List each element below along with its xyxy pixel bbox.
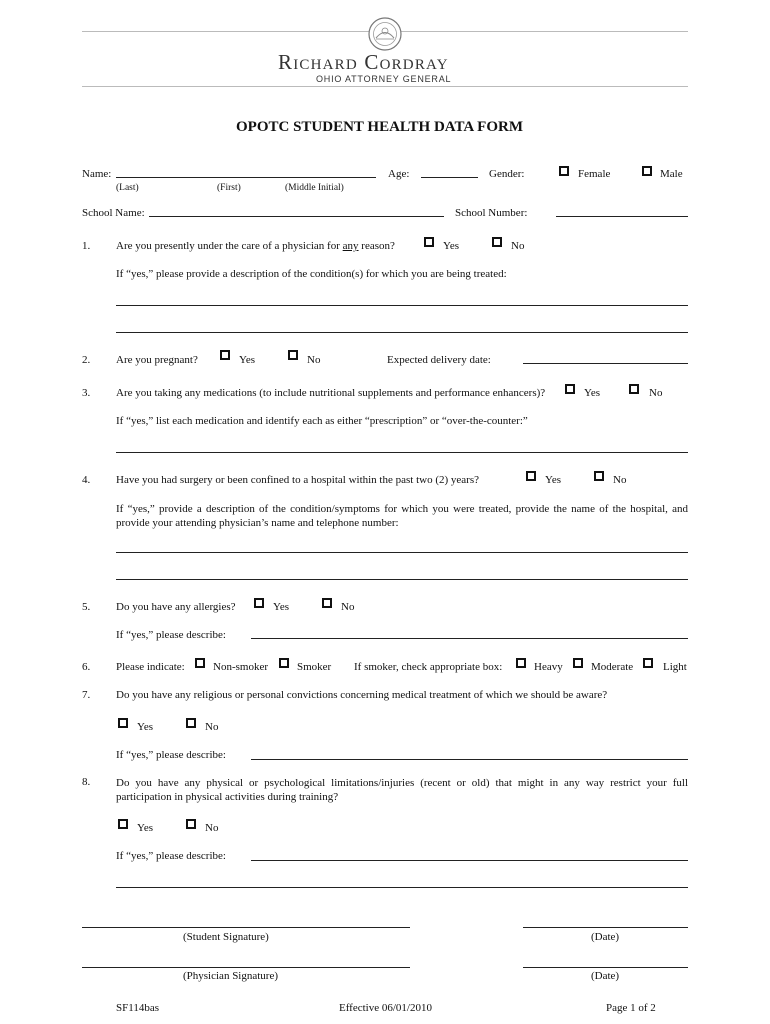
q5-followup: If “yes,” please describe: [116, 629, 226, 641]
physician-signature-field[interactable] [82, 967, 410, 968]
school-name-label: School Name: [82, 207, 145, 219]
q7-no-label: No [205, 721, 219, 733]
gender-label: Gender: [489, 168, 525, 180]
footer-effective: Effective 06/01/2010 [339, 1002, 432, 1014]
q7-yes-checkbox[interactable] [118, 718, 128, 728]
q3-followup: If “yes,” list each medication and identify each as either “prescription” or “over-the-counter:” [116, 415, 528, 427]
light-checkbox[interactable] [643, 658, 653, 668]
q4-no-checkbox[interactable] [594, 471, 604, 481]
q8-followup: If “yes,” please describe: [116, 850, 226, 862]
smoker-label: Smoker [297, 661, 332, 673]
moderate-label: Moderate [591, 661, 634, 673]
state-seal [368, 17, 402, 51]
q6-text: Please indicate: [116, 661, 185, 673]
q3-no-label: No [649, 387, 663, 399]
date1-label: (Date) [591, 931, 620, 943]
q5-number: 5. [82, 601, 91, 613]
q4-text: Have you had surgery or been confined to a hospital within the past two (2) years? [116, 474, 479, 486]
q2-delivery-label: Expected delivery date: [387, 354, 491, 366]
q2-no-checkbox[interactable] [288, 350, 298, 360]
q8-answer-line-2[interactable] [116, 887, 688, 888]
student-signature-field[interactable] [82, 927, 410, 928]
q4-yes-checkbox[interactable] [526, 471, 536, 481]
q2-text: Are you pregnant? [116, 354, 198, 366]
q1-answer-line-2[interactable] [116, 332, 688, 333]
heavy-label: Heavy [534, 661, 563, 673]
q3-answer-line-1[interactable] [116, 452, 688, 453]
q2-yes-checkbox[interactable] [220, 350, 230, 360]
q8-yes-checkbox[interactable] [118, 819, 128, 829]
physician-signature-label: (Physician Signature) [183, 970, 279, 982]
q3-yes-checkbox[interactable] [565, 384, 575, 394]
header-rule-bottom [82, 86, 688, 87]
nonsmoker-checkbox[interactable] [195, 658, 205, 668]
name-field[interactable] [116, 177, 376, 178]
q1-yes-checkbox[interactable] [424, 237, 434, 247]
q3-text: Are you taking any medications (to include nutritional supplements and performance enhancers)? [116, 387, 546, 399]
q8-text: Do you have any physical or psychological limitations/injuries (recent or old) that might in any way restrict your full participation in physical activities during training? [116, 777, 688, 803]
q5-describe-field[interactable] [251, 638, 688, 639]
q4-yes-label: Yes [545, 474, 562, 486]
q8-number: 8. [82, 776, 91, 788]
smoker-checkbox[interactable] [279, 658, 289, 668]
form-title: OPOTC STUDENT HEALTH DATA FORM [236, 119, 523, 135]
q7-text: Do you have any religious or personal convictions concerning medical treatment of which we should be aware? [116, 689, 608, 701]
q4-answer-line-2[interactable] [116, 579, 688, 580]
name-label: Name: [82, 168, 112, 180]
school-name-field[interactable] [149, 216, 444, 217]
q3-yes-label: Yes [584, 387, 601, 399]
q3-number: 3. [82, 387, 91, 399]
q5-no-checkbox[interactable] [322, 598, 332, 608]
light-label: Light [663, 661, 687, 673]
footer-page: Page 1 of 2 [606, 1002, 656, 1014]
smoker-prompt: If smoker, check appropriate box: [354, 661, 503, 673]
q5-yes-checkbox[interactable] [254, 598, 264, 608]
date1-field[interactable] [523, 927, 688, 928]
q1-no-checkbox[interactable] [492, 237, 502, 247]
nonsmoker-label: Non-smoker [213, 661, 268, 673]
last-label: (Last) [116, 183, 139, 193]
male-label: Male [660, 168, 683, 180]
female-checkbox[interactable] [559, 166, 569, 176]
q7-describe-field[interactable] [251, 759, 688, 760]
q3-no-checkbox[interactable] [629, 384, 639, 394]
header-name: Richard Cordray [278, 50, 449, 74]
q8-describe-field[interactable] [251, 860, 688, 861]
q4-answer-line-1[interactable] [116, 552, 688, 553]
header-subtitle: OHIO ATTORNEY GENERAL [316, 74, 452, 84]
q1-answer-line-1[interactable] [116, 305, 688, 306]
q5-no-label: No [341, 601, 355, 613]
middle-label: (Middle Initial) [285, 183, 344, 193]
age-field[interactable] [421, 177, 478, 178]
q7-no-checkbox[interactable] [186, 718, 196, 728]
school-number-field[interactable] [556, 216, 688, 217]
male-checkbox[interactable] [642, 166, 652, 176]
q7-number: 7. [82, 689, 91, 701]
q2-delivery-field[interactable] [523, 363, 688, 364]
q4-number: 4. [82, 474, 91, 486]
q2-number: 2. [82, 354, 91, 366]
date2-field[interactable] [523, 967, 688, 968]
q4-followup: If “yes,” provide a description of the condition/symptoms for which you were treated, provide the name of the hospital, and provide your attending physician’s name and telephone number: [116, 503, 688, 529]
q2-yes-label: Yes [239, 354, 256, 366]
q7-yes-label: Yes [137, 721, 154, 733]
first-label: (First) [217, 183, 241, 193]
footer-form-id: SF114bas [116, 1002, 159, 1014]
q7-followup: If “yes,” please describe: [116, 749, 226, 761]
student-signature-label: (Student Signature) [183, 931, 269, 943]
female-label: Female [578, 168, 611, 180]
q4-no-label: No [613, 474, 627, 486]
q6-number: 6. [82, 661, 91, 673]
q8-no-checkbox[interactable] [186, 819, 196, 829]
moderate-checkbox[interactable] [573, 658, 583, 668]
q8-yes-label: Yes [137, 822, 154, 834]
q1-text: Are you presently under the care of a physician for any reason? [116, 240, 395, 252]
school-number-label: School Number: [455, 207, 528, 219]
q1-yes-label: Yes [443, 240, 460, 252]
q1-number: 1. [82, 240, 91, 252]
q1-no-label: No [511, 240, 525, 252]
date2-label: (Date) [591, 970, 620, 982]
q5-yes-label: Yes [273, 601, 290, 613]
q2-no-label: No [307, 354, 321, 366]
age-label: Age: [388, 168, 410, 180]
q5-text: Do you have any allergies? [116, 601, 236, 613]
heavy-checkbox[interactable] [516, 658, 526, 668]
q1-followup: If “yes,” please provide a description of the condition(s) for which you are being treated: [116, 268, 507, 280]
q8-no-label: No [205, 822, 219, 834]
